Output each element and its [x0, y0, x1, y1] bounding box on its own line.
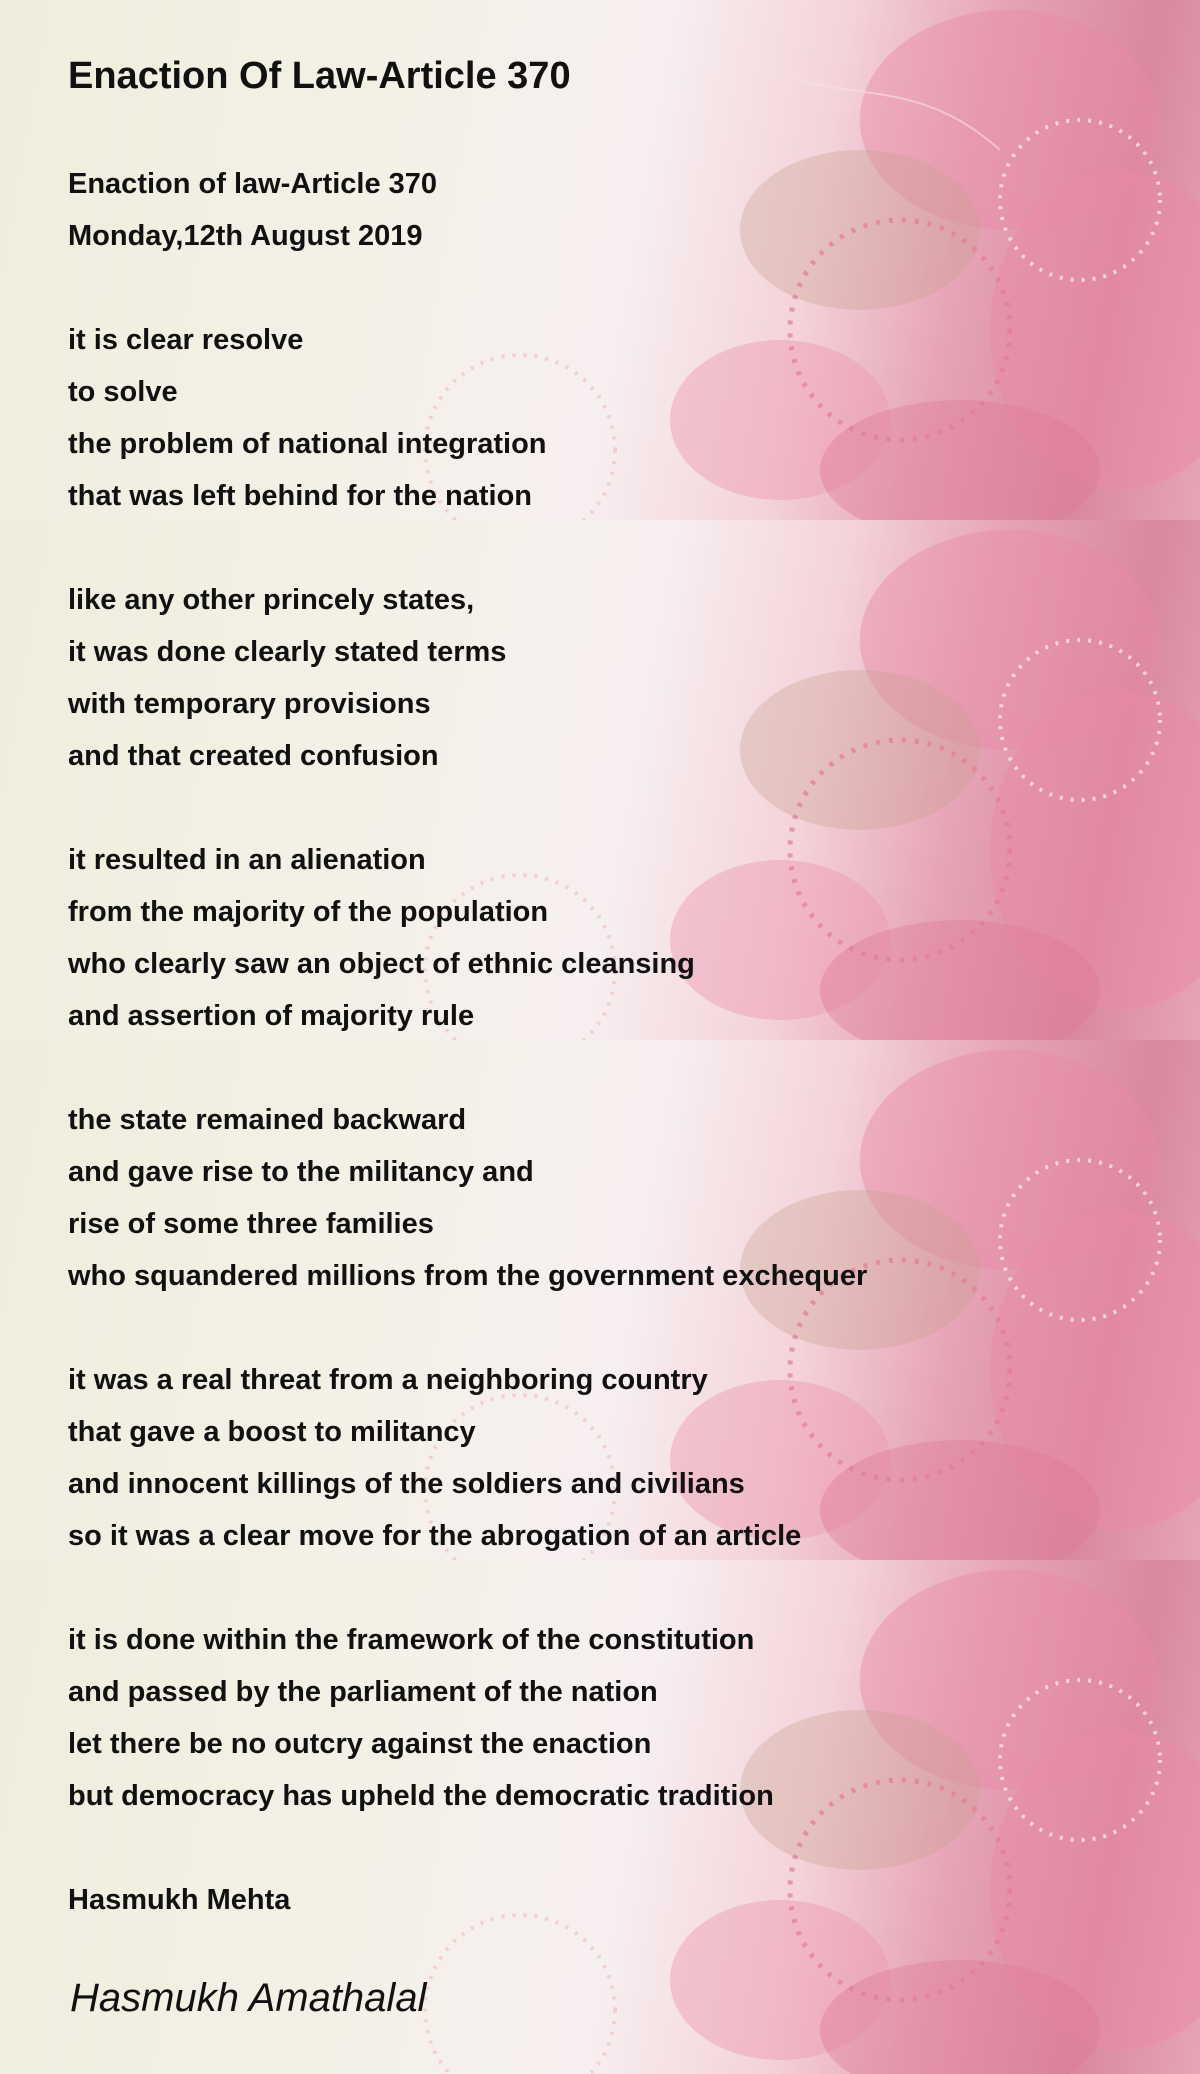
poem-line: it is done within the framework of the constitution [68, 1624, 755, 1656]
stanza [68, 1614, 1148, 1822]
poem-signature: Hasmukh Mehta [68, 1884, 291, 1916]
author-name: Hasmukh Amathalal [70, 1976, 427, 2020]
poem-line: like any other princely states, [68, 584, 475, 616]
poem-line: the problem of national integration [68, 428, 547, 460]
poem-line: let there be no outcry against the enaction [68, 1728, 652, 1760]
poem-line: with temporary provisions [68, 688, 431, 720]
poem-line: so it was a clear move for the abrogation of an article [68, 1520, 802, 1552]
poem-line: to solve [68, 376, 178, 408]
poem-line: it resulted in an alienation [68, 844, 426, 876]
poem-line: rise of some three families [68, 1208, 434, 1240]
poem-line: Monday,12th August 2019 [68, 220, 423, 252]
poem-line: that was left behind for the nation [68, 480, 532, 512]
poem-line: Enaction of law-Article 370 [68, 168, 438, 200]
poem-line: it was done clearly stated terms [68, 636, 507, 668]
poem-line: and that created confusion [68, 740, 439, 772]
poem-title: Enaction Of Law-Article 370 [68, 55, 571, 97]
poem-line: it is clear resolve [68, 324, 304, 356]
poem-line: that gave a boost to militancy [68, 1416, 476, 1448]
poem-line: the state remained backward [68, 1104, 467, 1136]
poem-line: and innocent killings of the soldiers and civilians [68, 1468, 745, 1500]
stanza [68, 1354, 1148, 1562]
poem-line: but democracy has upheld the democratic tradition [68, 1780, 774, 1812]
poem-line: from the majority of the population [68, 896, 549, 928]
poem-stanzas [68, 158, 1148, 1822]
stanza [68, 834, 1148, 1042]
poem-content [68, 52, 1148, 1874]
poem-line: and assertion of majority rule [68, 1000, 475, 1032]
stanza [68, 1094, 1148, 1302]
poem-line: and passed by the parliament of the nation [68, 1676, 658, 1708]
stanza [68, 574, 1148, 782]
stanza [68, 158, 1148, 262]
stanza [68, 314, 1148, 522]
poem-line: it was a real threat from a neighboring country [68, 1364, 708, 1396]
poem-line: who clearly saw an object of ethnic cleansing [68, 948, 695, 980]
poem-line: and gave rise to the militancy and [68, 1156, 534, 1188]
poem-line: who squandered millions from the government exchequer [68, 1260, 868, 1292]
